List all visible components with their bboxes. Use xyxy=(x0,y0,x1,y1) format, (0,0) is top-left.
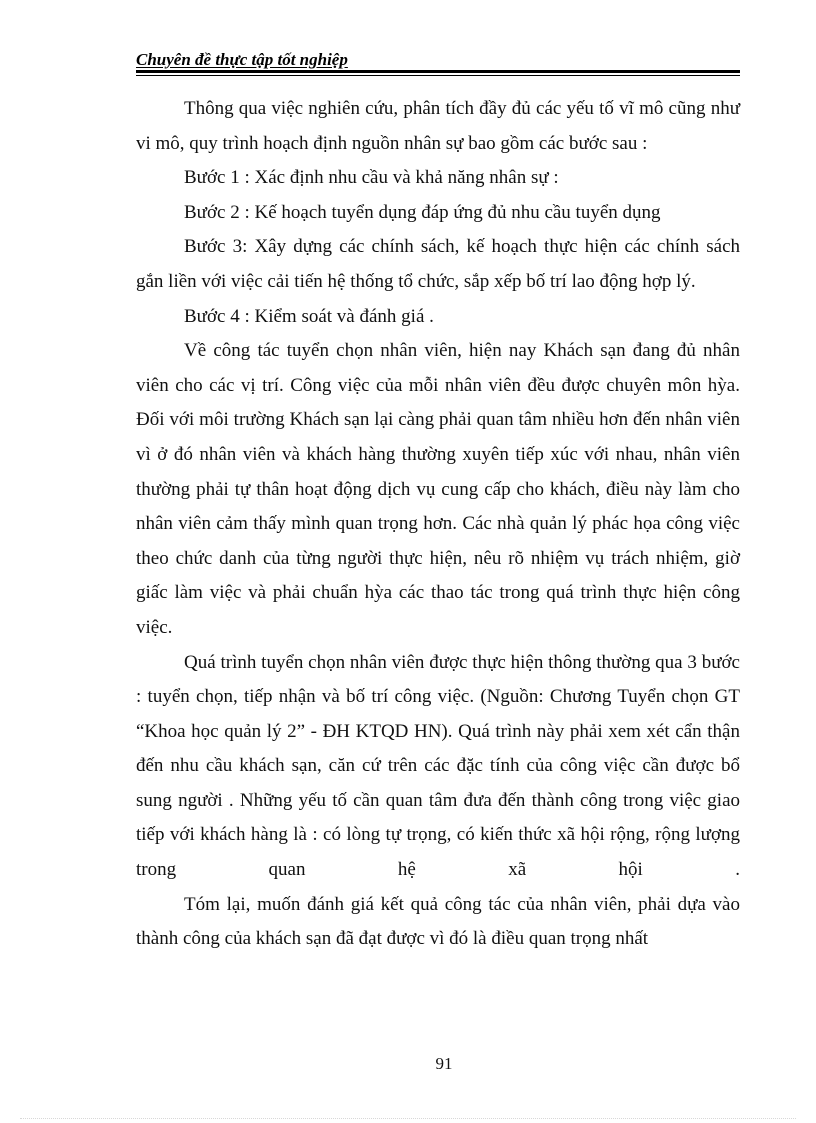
page-header xyxy=(136,49,740,79)
paragraph-intro: Thông qua việc nghiên cứu, phân tích đầy đủ các yếu tố vĩ mô cũng như vi mô, quy trình hoạch định nguồn nhân sự bao gồm các bước sau : xyxy=(136,98,740,154)
paragraph-step-3: Bước 3: Xây dựng các chính sách, kế hoạch thực hiện các chính sách gắn liền với việc cải tiến hệ thống tổ chức, sắp xếp bố trí lao động hợp lý. xyxy=(136,236,740,292)
paragraph-step-2: Bước 2 : Kế hoạch tuyển dụng đáp ứng đủ nhu cầu tuyển dụng xyxy=(184,201,661,223)
paragraph-recruitment: Về công tác tuyển chọn nhân viên, hiện nay Khách sạn đang đủ nhân viên cho các vị trí. Công việc của mỗi nhân viên đều được chuyên môn hỳa. Đối với môi trường Khách sạn lại càng phải quan tâm nhiều hơn đến nhân viên vì ở đó nhân viên và khách hàng thường xuyên tiếp xúc với nhau, nhân viên thường phải tự thân hoạt động dịch vụ cung cấp cho khách, điều này làm cho nhân viên cảm thấy mình quan trọng hơn. Các nhà quản lý phác họa công việc theo chức danh của từng người thực hiện, nêu rõ nhiệm vụ trách nhiệm, giờ giấc làm việc và phải chuẩn hỳa các thao tác trong quá trình thực hiện công việc. xyxy=(136,340,740,638)
page-number: 91 xyxy=(435,1054,453,1073)
paragraph-selection-process: Quá trình tuyển chọn nhân viên được thực hiện thông thường qua 3 bước : tuyển chọn, tiếp nhận và bố trí công việc. (Nguồn: Chương Tuyển chọn GT “Khoa học quản lý 2” - ĐH KTQD HN). Quá trình này phải xem xét cẩn thận đến nhu cầu khách sạn, căn cứ trên các đặc tính của công việc cần được bổ sung người . Những yếu tố cần quan tâm đưa đến thành công trong việc giao tiếp với khách hàng là : có lòng tự trọng, có kiến thức xã hội rộng, rộng lượng trong quan hệ xã hội . xyxy=(136,651,740,881)
body-text xyxy=(136,92,740,957)
paragraph-conclusion: Tóm lại, muốn đánh giá kết quả công tác của nhân viên, phải dựa vào thành công của khách sạn đã đạt được vì đó là điều quan trọng nhất xyxy=(136,893,740,950)
header-rule-thin xyxy=(136,75,740,76)
paragraph-step-1: Bước 1 : Xác định nhu cầu và khả năng nhân sự : xyxy=(184,167,559,189)
header-rule xyxy=(136,70,740,73)
footer-divider xyxy=(20,1118,796,1119)
header-title: Chuyên đề thực tập tốt nghiệp xyxy=(136,50,348,69)
paragraph-step-4: Bước 4 : Kiểm soát và đánh giá . xyxy=(184,305,434,327)
